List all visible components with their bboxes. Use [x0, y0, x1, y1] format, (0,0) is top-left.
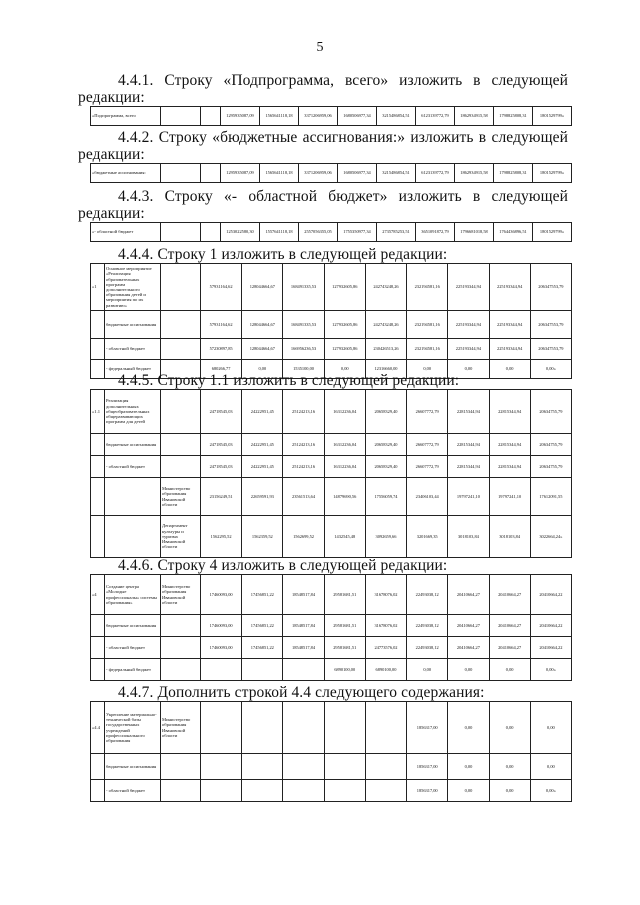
- row-name: Основное мероприятие «Реализация образовательных программ дополнительного образования детей и мероприятия по их развитию»: [105, 264, 161, 311]
- table-row: [91, 164, 572, 183]
- cell-value: 57931164,62: [201, 264, 242, 311]
- cell-value: 22815344,94: [489, 390, 530, 434]
- row-executor: Министерство образования Ивановской области: [161, 478, 201, 516]
- cell-value: 17456851,22: [242, 575, 283, 615]
- cell-value: [365, 702, 406, 754]
- table-row: [91, 264, 572, 311]
- cell-value: 1862934915,58: [455, 107, 494, 126]
- cell-value: 1295935087,09: [221, 164, 260, 183]
- cell-value: 20634755,79: [530, 434, 571, 456]
- cell-value: 127932605,86: [324, 311, 365, 339]
- row-executor: [161, 390, 201, 434]
- cell-value: 24222951,45: [242, 434, 283, 456]
- cell-value: 206347553,79: [530, 339, 571, 360]
- cell-value: 20410664,22: [530, 615, 571, 637]
- row-number: «4.4: [91, 702, 105, 754]
- cell-value: 0,00: [489, 780, 530, 802]
- cell-value: [324, 702, 365, 754]
- cell-value: 29581681,51: [324, 615, 365, 637]
- cell-value: 20410664,27: [489, 575, 530, 615]
- table-row: [91, 107, 572, 126]
- table-row: [91, 456, 572, 478]
- table-row: [91, 311, 572, 339]
- cell-value: 0,00: [530, 754, 571, 780]
- cell-value: 3215486854,51: [377, 164, 416, 183]
- cell-value: 24222951,45: [242, 456, 283, 478]
- row-name: бюджетные ассигнования: [105, 615, 161, 637]
- cell-value: 6123139772,79: [416, 164, 455, 183]
- cell-value: 12316660,00: [365, 360, 406, 379]
- cell-value: 1856317,00: [407, 754, 448, 780]
- cell-value: 0,00: [407, 360, 448, 379]
- cell-value: 1535100,00: [283, 360, 324, 379]
- cell-value: 1680506977,34: [338, 164, 377, 183]
- row-name: бюджетные ассигнования: [105, 434, 161, 456]
- cell-value: 3092659,66: [365, 516, 406, 558]
- table-row: [91, 659, 572, 681]
- row-executor: [161, 339, 201, 360]
- cell-value: 128044664,67: [242, 311, 283, 339]
- cell-value: 2557056355,05: [299, 223, 338, 242]
- row-number: «1.1: [91, 390, 105, 434]
- cell-value: [324, 780, 365, 802]
- cell-value: 225193344,94: [489, 311, 530, 339]
- cell-value: 22815344,94: [489, 434, 530, 456]
- cell-value: [242, 659, 283, 681]
- cell-value: 128044664,67: [242, 339, 283, 360]
- row-executor: [161, 264, 201, 311]
- row-executor: Министерство образования Ивановской области: [161, 575, 201, 615]
- cell-value: [201, 702, 242, 754]
- cell-value: 1680506977,34: [338, 107, 377, 126]
- cell-value: 22815344,94: [448, 390, 489, 434]
- cell-value: 3215486854,51: [377, 107, 416, 126]
- cell-value: 225193344,94: [489, 339, 530, 360]
- cell-value: 23561513,64: [283, 478, 324, 516]
- cell-value: 31678076,02: [365, 615, 406, 637]
- row-name: - областной бюджет: [105, 339, 161, 360]
- cell-value: 22815344,94: [489, 456, 530, 478]
- row-name: - областной бюджет: [105, 637, 161, 659]
- table-regional-budget: [90, 222, 572, 242]
- cell-value: 1801529799»: [533, 164, 572, 183]
- table-row: [91, 223, 572, 242]
- row-executor: [161, 434, 201, 456]
- cell-value: 0,00»: [530, 360, 571, 379]
- cell-value: 127932605,86: [324, 339, 365, 360]
- cell-value: 1562295,52: [201, 516, 242, 558]
- cell-value: 168491335,53: [283, 264, 324, 311]
- cell-value: 29581681,51: [324, 575, 365, 615]
- cell-value: 3018103,84: [489, 516, 530, 558]
- cell-value: 0,00: [448, 702, 489, 754]
- cell-value: 1562359,52: [242, 516, 283, 558]
- cell-value: 14879690,56: [324, 478, 365, 516]
- cell-value: 0,00: [489, 754, 530, 780]
- cell-value: [242, 702, 283, 754]
- cell-value: 16312236,04: [324, 456, 365, 478]
- cell-value: [283, 702, 324, 754]
- cell-value: 1801529799»: [533, 107, 572, 126]
- row-name: - федеральный бюджет: [105, 659, 161, 681]
- row-number: [91, 456, 105, 478]
- row-executor: [161, 659, 201, 681]
- cell-value: 168491335,53: [283, 311, 324, 339]
- cell-value: 20410664,22: [530, 575, 571, 615]
- cell-value: 25124213,16: [283, 434, 324, 456]
- cell-value: 31678076,02: [365, 575, 406, 615]
- row-name: - областной бюджет: [105, 780, 161, 802]
- cell-value: 1565641118,18: [260, 107, 299, 126]
- cell-value: 0,00: [489, 702, 530, 754]
- cell-value: 23156249,51: [201, 478, 242, 516]
- cell-value: [283, 754, 324, 780]
- cell-value: 22493038,12: [407, 575, 448, 615]
- cell-value: 0,00: [448, 780, 489, 802]
- cell-value: 20634755,79: [530, 390, 571, 434]
- cell-value: 128044664,67: [242, 264, 283, 311]
- cell-value: 0,00: [448, 754, 489, 780]
- cell-value: 20658329,40: [365, 434, 406, 456]
- cell-value: 1562699,52: [283, 516, 324, 558]
- cell-value: 0,00: [530, 702, 571, 754]
- row-executor: [161, 456, 201, 478]
- cell-value: 1755350977,34: [338, 223, 377, 242]
- cell-value: 25124213,16: [283, 390, 324, 434]
- cell-value: 3022664,24»: [530, 516, 571, 558]
- row-name: Реализация дополнительных общеобразовательных общеразвивающих программ для детей: [105, 390, 161, 434]
- cell-value: 3018103,84: [448, 516, 489, 558]
- cell-value: 26607772,79: [407, 390, 448, 434]
- row-name: [105, 516, 161, 558]
- cell-value: 20410664,27: [448, 575, 489, 615]
- row-executor: [161, 615, 201, 637]
- cell-value: 1798825808,31: [494, 107, 533, 126]
- cell-value: 23406103,44: [407, 478, 448, 516]
- cell-value: [242, 754, 283, 780]
- cell-value: 1796681018,58: [455, 223, 494, 242]
- cell-value: 24718545,03: [201, 434, 242, 456]
- cell-value: 232194581,16: [407, 339, 448, 360]
- row-number: [91, 311, 105, 339]
- cell-value: 225193344,94: [448, 264, 489, 311]
- row-number: «4: [91, 575, 105, 615]
- table-row: [91, 390, 572, 434]
- cell-value: 3371206959,06: [299, 164, 338, 183]
- cell-value: 57931164,62: [201, 311, 242, 339]
- cell-value: 20410664,27: [448, 615, 489, 637]
- cell-value: 22815344,94: [448, 456, 489, 478]
- cell-value: [242, 780, 283, 802]
- table-row: [91, 434, 572, 456]
- cell-value: [283, 659, 324, 681]
- row-name: Создание центра «Молодые профессионалы» системы образования»: [105, 575, 161, 615]
- table-row: [91, 339, 572, 360]
- table-budget-allocations: [90, 163, 572, 183]
- table-row: [91, 478, 572, 516]
- cell-value: 1856317,00: [407, 780, 448, 802]
- cell-value: 57230897,85: [201, 339, 242, 360]
- row-executor: Министерство образования Ивановской области: [161, 702, 201, 754]
- cell-value: 225193344,94: [448, 339, 489, 360]
- cell-value: 0,00: [407, 659, 448, 681]
- cell-value: 20410664,22: [530, 637, 571, 659]
- table-row: [91, 780, 572, 802]
- cell-value: 17460093,00: [201, 637, 242, 659]
- cell-value: 3201669,35: [407, 516, 448, 558]
- cell-value: 680266,77: [201, 360, 242, 379]
- table-row: [91, 637, 572, 659]
- row-executor: [161, 311, 201, 339]
- cell-value: 1565641118,18: [260, 164, 299, 183]
- row-number: [91, 434, 105, 456]
- cell-value: 16312236,04: [324, 434, 365, 456]
- cell-value: 1557641118,18: [260, 223, 299, 242]
- row-number: [91, 780, 105, 802]
- cell-value: 17460093,00: [201, 615, 242, 637]
- cell-value: 29581681,51: [324, 637, 365, 659]
- table-row: [91, 575, 572, 615]
- row-executor: [161, 637, 201, 659]
- cell-value: 0,00: [489, 360, 530, 379]
- cell-value: [201, 659, 242, 681]
- cell-value: 242743248,26: [365, 264, 406, 311]
- table-row: [91, 615, 572, 637]
- row-label: «Подпрограмма, всего: [91, 107, 161, 126]
- row-number: [91, 339, 105, 360]
- table-row: [91, 702, 572, 754]
- cell-value: 0,00»: [530, 780, 571, 802]
- table-row-1: [90, 263, 572, 379]
- cell-value: 24222951,45: [242, 390, 283, 434]
- table-row-1-1: [90, 389, 572, 558]
- cell-value: 20410664,27: [489, 637, 530, 659]
- cell-value: [201, 754, 242, 780]
- cell-value: 17612091,55: [530, 478, 571, 516]
- cell-value: 17556059,74: [365, 478, 406, 516]
- table-row: [91, 516, 572, 558]
- row-executor: [161, 780, 201, 802]
- cell-value: 1764436896,51: [494, 223, 533, 242]
- row-name: - областной бюджет: [105, 456, 161, 478]
- row-executor: Департамент культуры и туризма Ивановской области: [161, 516, 201, 558]
- cell-value: 18548517,84: [283, 575, 324, 615]
- row-name: бюджетные ассигнования: [105, 311, 161, 339]
- row-number: [91, 516, 105, 558]
- cell-value: 206347553,79: [530, 311, 571, 339]
- row-name: Укрепление материально-технической базы государственных учреждений профессионального образования: [105, 702, 161, 754]
- row-number: [91, 478, 105, 516]
- row-name: бюджетные ассигнования: [105, 754, 161, 780]
- cell-value: 20410664,27: [489, 615, 530, 637]
- cell-value: 0,00»: [530, 659, 571, 681]
- cell-value: 3371206959,06: [299, 107, 338, 126]
- section-heading-4-4-1: 4.4.1. Строку «Подпрограмма, всего» изложить в следующей редакции:: [78, 72, 568, 106]
- cell-value: 17456851,22: [242, 615, 283, 637]
- cell-value: 0,00: [489, 659, 530, 681]
- cell-value: 0,00: [448, 360, 489, 379]
- cell-value: 1253022580,30: [221, 223, 260, 242]
- cell-value: 19797241,10: [448, 478, 489, 516]
- section-heading-4-4-3: 4.4.3. Строку «- областной бюджет» изложить в следующей редакции:: [78, 188, 568, 222]
- cell-value: 25124213,16: [283, 456, 324, 478]
- table-row-4-4: [90, 701, 572, 802]
- cell-value: 18548517,84: [283, 637, 324, 659]
- cell-value: 26607772,79: [407, 456, 448, 478]
- cell-value: 206347553,79: [530, 264, 571, 311]
- section-heading-4-4-4: 4.4.4. Строку 1 изложить в следующей редакции:: [118, 246, 448, 263]
- section-heading-4-4-6: 4.4.6. Строку 4 изложить в следующей редакции:: [118, 557, 448, 574]
- cell-value: 1862934915,58: [455, 164, 494, 183]
- row-number: [91, 637, 105, 659]
- cell-value: 1295935087,09: [221, 107, 260, 126]
- cell-value: 6890100,00: [324, 659, 365, 681]
- row-number: [91, 659, 105, 681]
- cell-value: 225193344,94: [489, 264, 530, 311]
- cell-value: 1801529799»: [533, 223, 572, 242]
- table-row-4: [90, 574, 572, 681]
- section-heading-4-4-2: 4.4.2. Строку «бюджетные ассигнования:» изложить в следующей редакции:: [78, 129, 568, 163]
- cell-value: 0,00: [242, 360, 283, 379]
- cell-value: 1432545,48: [324, 516, 365, 558]
- cell-value: 127932605,86: [324, 264, 365, 311]
- cell-value: 242743248,26: [365, 311, 406, 339]
- cell-value: 16312236,04: [324, 390, 365, 434]
- row-label: «бюджетные ассигнования:: [91, 164, 161, 183]
- row-number: [91, 615, 105, 637]
- cell-value: 20410664,27: [448, 637, 489, 659]
- cell-value: 230426513,26: [365, 339, 406, 360]
- cell-value: 22493038,12: [407, 637, 448, 659]
- cell-value: 22815344,94: [448, 434, 489, 456]
- cell-value: 6123139772,79: [416, 107, 455, 126]
- cell-value: 0,00: [324, 360, 365, 379]
- row-name: - федеральный бюджет: [105, 360, 161, 379]
- cell-value: 166956236,53: [283, 339, 324, 360]
- cell-value: 232194581,16: [407, 311, 448, 339]
- cell-value: 20658329,40: [365, 390, 406, 434]
- cell-value: [365, 754, 406, 780]
- cell-value: 24718545,03: [201, 390, 242, 434]
- page-number: 5: [316, 40, 324, 55]
- cell-value: 0,00: [448, 659, 489, 681]
- cell-value: 225193344,94: [448, 311, 489, 339]
- row-name: [105, 478, 161, 516]
- row-executor: [161, 754, 201, 780]
- cell-value: 26607772,79: [407, 434, 448, 456]
- cell-value: [283, 780, 324, 802]
- cell-value: 1798825808,31: [494, 164, 533, 183]
- cell-value: 17460093,00: [201, 575, 242, 615]
- cell-value: 19797241,10: [489, 478, 530, 516]
- table-subprogram-total: [90, 106, 572, 126]
- cell-value: 18548517,84: [283, 615, 324, 637]
- cell-value: [365, 780, 406, 802]
- section-heading-4-4-5: 4.4.5. Строку 1.1 изложить в следующей редакции:: [118, 372, 460, 389]
- cell-value: 22659591,93: [242, 478, 283, 516]
- cell-value: 232194581,16: [407, 264, 448, 311]
- table-row: [91, 754, 572, 780]
- cell-value: 17456851,22: [242, 637, 283, 659]
- cell-value: 3651091872,79: [416, 223, 455, 242]
- cell-value: 1856317,00: [407, 702, 448, 754]
- cell-value: [324, 754, 365, 780]
- cell-value: 20658329,40: [365, 456, 406, 478]
- row-number: [91, 754, 105, 780]
- cell-value: 24718545,03: [201, 456, 242, 478]
- row-label: «- областной бюджет: [91, 223, 161, 242]
- cell-value: [201, 780, 242, 802]
- cell-value: 20634755,79: [530, 456, 571, 478]
- cell-value: 2735785253,51: [377, 223, 416, 242]
- cell-value: 6890100,00: [365, 659, 406, 681]
- section-heading-4-4-7: 4.4.7. Дополнить строкой 4.4 следующего содержания:: [118, 684, 485, 701]
- cell-value: 24773576,02: [365, 637, 406, 659]
- row-number: «1: [91, 264, 105, 311]
- cell-value: 22493038,12: [407, 615, 448, 637]
